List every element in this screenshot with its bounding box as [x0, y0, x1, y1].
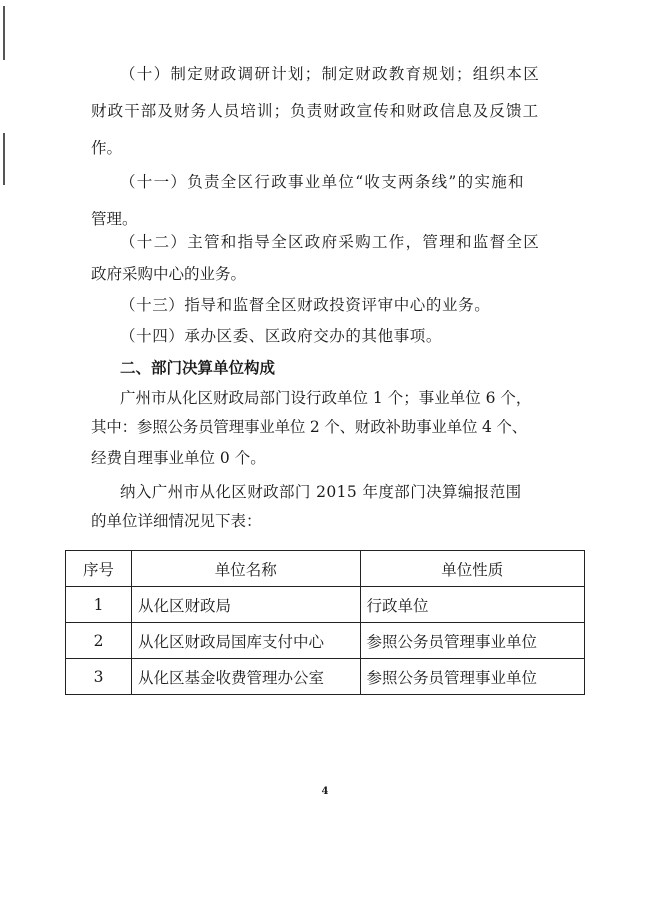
table-header-row — [66, 551, 585, 587]
paragraph-10-line-3: 作。 — [91, 139, 123, 157]
row-seq: 2 — [66, 623, 132, 659]
paragraph-13: （十三）指导和监督全区财政投资评审中心的业务。 — [120, 296, 491, 314]
row-unit-nature: 参照公务员管理事业单位 — [360, 659, 584, 695]
scan-edge-mark-top — [3, 6, 5, 60]
header-unit-nature: 单位性质 — [360, 551, 584, 587]
table-intro-line-1: 纳入广州市从化区财政部门 2015 年度部门决算编报范围 — [120, 483, 522, 501]
header-unit-name: 单位名称 — [132, 551, 361, 587]
table-row — [66, 659, 585, 695]
section-text-line-3: 经费自理事业单位 0 个。 — [91, 449, 266, 467]
scan-edge-mark-middle — [3, 133, 5, 185]
paragraph-11-line-1: （十一）负责全区行政事业单位“收支两条线”的实施和 — [120, 173, 525, 191]
table-row — [66, 623, 585, 659]
paragraph-11-line-2: 管理。 — [91, 210, 138, 228]
header-seq: 序号 — [66, 551, 132, 587]
paragraph-12-line-2: 政府采购中心的业务。 — [91, 265, 247, 283]
section-text-line-1: 广州市从化区财政局部门设行政单位 1 个；事业单位 6 个， — [120, 389, 532, 407]
paragraph-14: （十四）承办区委、区政府交办的其他事项。 — [120, 327, 443, 345]
row-unit-name: 从化区基金收费管理办公室 — [132, 659, 361, 695]
paragraph-10-line-2: 财政干部及财务人员培训；负责财政宣传和财政信息及反馈工 — [91, 102, 540, 120]
table-row — [66, 587, 585, 623]
section-text-line-2: 其中：参照公务员管理事业单位 2 个、财政补助事业单位 4 个、 — [91, 418, 528, 436]
row-seq: 3 — [66, 659, 132, 695]
row-unit-nature: 行政单位 — [360, 587, 584, 623]
paragraph-10-line-1: （十）制定财政调研计划；制定财政教育规划；组织本区 — [120, 65, 541, 83]
row-unit-nature: 参照公务员管理事业单位 — [360, 623, 584, 659]
page-number: 4 — [321, 786, 329, 797]
section-heading: 二、部门决算单位构成 — [120, 358, 276, 377]
row-unit-name: 从化区财政局 — [132, 587, 361, 623]
paragraph-12-line-1: （十二）主管和指导全区政府采购工作，管理和监督全区 — [120, 233, 541, 251]
unit-table — [65, 550, 585, 695]
row-seq: 1 — [66, 587, 132, 623]
table-intro-line-2: 的单位详细情况见下表： — [91, 512, 262, 530]
row-unit-name: 从化区财政局国库支付中心 — [132, 623, 361, 659]
